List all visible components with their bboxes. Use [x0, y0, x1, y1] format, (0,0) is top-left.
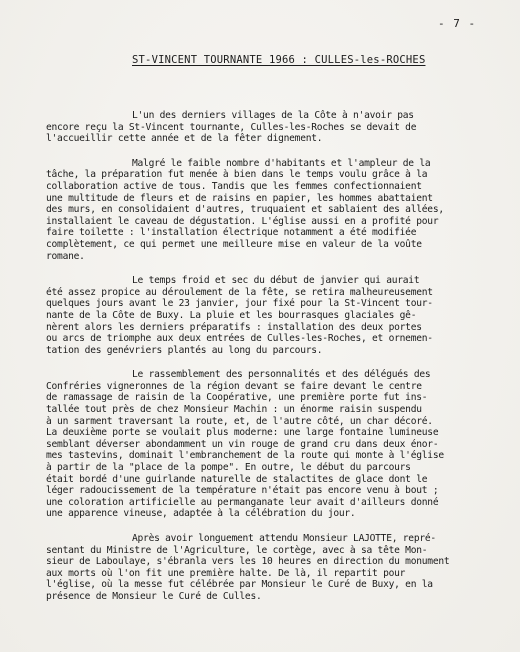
- paragraph-line: une multitude de fleurs et de raisins en papier, les hommes abattaient: [46, 192, 433, 204]
- paragraph-line: présence de Monsieur le Curé de Culles.: [46, 590, 262, 602]
- paragraph-line: encore reçu la St-Vincent tournante, Culles-les-Roches se devait de: [46, 121, 417, 133]
- paragraph-line: sieur de Laboulaye, s'ébranla vers les 10 heures en direction du monument: [46, 556, 450, 568]
- paragraph-line: mes tastevins, dominait l'embranchement de la route qui monte à l'église: [46, 450, 444, 462]
- paragraph: [46, 110, 514, 145]
- paragraph-line: des murs, en consolidaient d'autres, truquaient et sablaient des allées,: [46, 204, 444, 216]
- document-title: [132, 54, 462, 66]
- paragraph-line: semblant déverser abondamment un vin rouge de grand cru dans deux énor-: [46, 438, 439, 450]
- paragraph-line: tallée tout près de chez Monsieur Machin : un énorme raisin suspendu: [46, 404, 422, 416]
- document-body: [46, 110, 514, 616]
- page-number: - 7 -: [438, 17, 477, 30]
- paragraph-line: ou arcs de triomphe aux deux entrées de Culles-les-Roches, et ornemen-: [46, 333, 433, 345]
- paragraph-first-line: Malgré le faible nombre d'habitants et l'ampleur de la: [132, 157, 431, 169]
- paragraph-line: tation des genévriers plantés au long du parcours.: [46, 344, 323, 356]
- paragraph-first-line: L'un des derniers villages de la Côte à n'avoir pas: [132, 110, 414, 121]
- paragraph-line: romane.: [46, 250, 85, 262]
- paragraph-line: l'église, où la messe fut célébrée par Monsieur le Curé de Buxy, en la: [46, 579, 433, 591]
- paragraph-line: quelques jours avant le 23 janvier, jour fixé pour la St-Vincent tour-: [46, 298, 433, 310]
- paragraph: [46, 369, 514, 520]
- paragraph-line: de ramassage de raisin de la Coopérative, une première porte fut ins-: [46, 392, 428, 404]
- paragraph-line: nèrent alors les derniers préparatifs : installation des deux portes: [46, 321, 422, 333]
- paragraph-line: Confréries vigneronnes de la région devant se faire devant le centre: [46, 380, 422, 392]
- paragraph-line: nante de la Côte de Buxy. La pluie et les bourrasques glaciales gê-: [46, 309, 417, 321]
- paragraph-first-line: Après avoir longuement attendu Monsieur LAJOTTE, repré-: [132, 533, 436, 544]
- paragraph-line: installaient le caveau de dégustation. L'église aussi en a profité pour: [46, 215, 439, 227]
- paragraph-line: La deuxième porte se voulait plus moderne: une large fontaine lumineuse: [46, 427, 439, 439]
- paragraph-line: tâche, la préparation fut menée à bien dans le temps voulu grâce à la: [46, 169, 428, 181]
- paragraph-line: l'accueillir cette année et de la fêter dignement.: [46, 133, 323, 145]
- paragraph-line: aux morts où l'on fit une première halte. De là, il repartit pour: [46, 567, 406, 579]
- paragraph-line: une apparence vineuse, adaptée à la célébration du jour.: [46, 508, 356, 520]
- paragraph: [46, 158, 514, 262]
- paragraph-first-line: Le rassemblement des personnalités et des délégués des: [132, 369, 431, 381]
- paragraph-line: à un sarment traversant la route, et, de l'autre côté, un char décoré.: [46, 415, 433, 427]
- document-title-text: ST-VINCENT TOURNANTE 1966 : CULLES-les-ROCHES: [132, 54, 426, 66]
- paragraph: [46, 275, 514, 356]
- paragraph-line: collaboration active de tous. Tandis que les femmes confectionnaient: [46, 180, 422, 192]
- paragraph-line: complètement, ce qui permet une meilleure mise en valeur de la voûte: [46, 238, 422, 250]
- paragraph-line: faire toilette : l'installation électrique notamment a été modifiée: [46, 227, 417, 239]
- paragraph-line: une coloration artificielle au permanganate leur avait d'ailleurs donné: [46, 496, 439, 508]
- paragraph: [46, 533, 514, 603]
- paragraph-line: été assez propice au déroulement de la fête, se retira malheureusement: [46, 286, 433, 298]
- paragraph-line: à partir de la "place de la pompe". En outre, le début du parcours: [46, 462, 411, 474]
- paragraph-line: léger radoucissement de la température n'était pas encore venu à bout ;: [46, 485, 439, 497]
- paragraph-line: sentant du Ministre de l'Agriculture, le cortège, avec à sa tête Mon-: [46, 544, 428, 556]
- paragraph-line: était bordé d'une guirlande naturelle de stalactites de glace dont le: [46, 473, 428, 485]
- paragraph-first-line: Le temps froid et sec du début de janvier qui aurait: [132, 275, 420, 287]
